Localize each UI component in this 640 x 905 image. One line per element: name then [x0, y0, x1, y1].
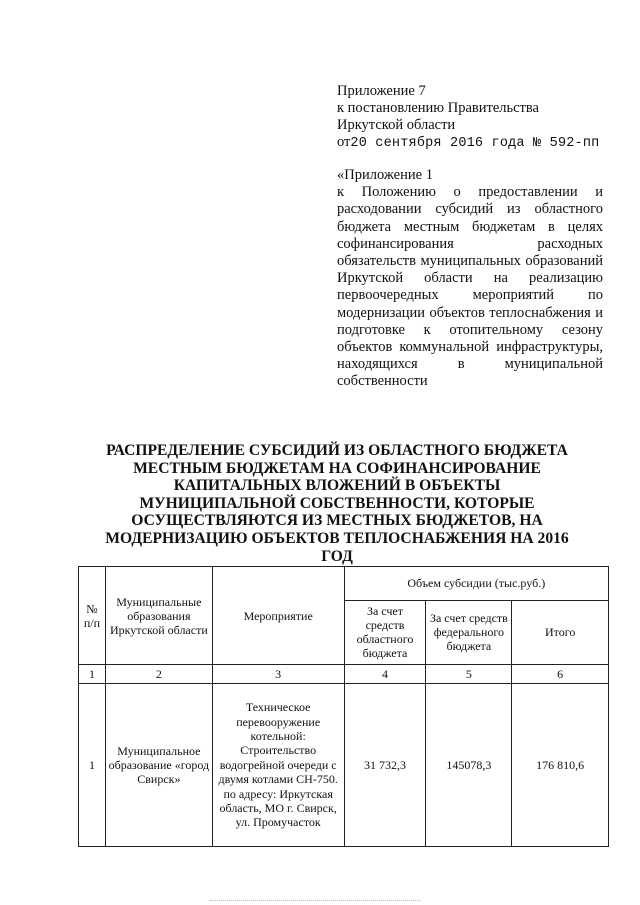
header-num: № п/п: [79, 567, 106, 665]
header-municipality: Муниципальные образования Иркутской области: [105, 567, 212, 665]
column-number: 3: [212, 665, 344, 684]
header-federal: За счет средств федерального бюджета: [426, 600, 512, 664]
appendix-resolution: к постановлению Правительства: [337, 100, 539, 116]
appendix-date-line: [337, 134, 607, 152]
footer-divider: [210, 900, 420, 901]
table-column-numbers: [79, 665, 609, 684]
header-event: Мероприятие: [212, 567, 344, 665]
row-regional: 31 732,3: [344, 684, 426, 847]
appendix-date-prefix: от: [337, 134, 351, 150]
column-number: 5: [426, 665, 512, 684]
header-total: Итого: [512, 600, 609, 664]
appendix-number: Приложение 7: [337, 83, 426, 99]
appendix-block: [337, 83, 607, 152]
row-event: Техническое перевооружение котельной: Строительство водогрейной очереди с двумя котлами СН-750. по адресу: Иркутская область, МО г. Свирск, ул. Промучасток: [212, 684, 344, 847]
regulation-body: к Положению о предоставлении и расходовании субсидий из областного бюджета местным бюджетам в целях софинансирования расходных обязательств муниципальных образований Иркутской области на реализацию первоочередных мероприятий по модернизации объектов теплоснабжения и подготовке к отопительному сезону объектов коммунальной инфраструктуры, находящихся в муниципальной собственности: [337, 184, 603, 390]
regulation-block: [337, 167, 603, 391]
column-number: 1: [79, 665, 106, 684]
row-total: 176 810,6: [512, 684, 609, 847]
header-subsidy: Объем субсидии (тыс.руб.): [344, 567, 608, 601]
appendix-region: Иркутской области: [337, 117, 456, 133]
document-heading: РАСПРЕДЕЛЕНИЕ СУБСИДИЙ ИЗ ОБЛАСТНОГО БЮДЖЕТА МЕСТНЫМ БЮДЖЕТАМ НА СОФИНАНСИРОВАНИЕ КАПИТАЛЬНЫХ ВЛОЖЕНИЙ В ОБЪЕКТЫ МУНИЦИПАЛЬНОЙ СОБСТВЕННОСТИ, КОТОРЫЕ ОСУЩЕСТВЛЯЮТСЯ ИЗ МЕСТНЫХ БЮДЖЕТОВ, НА МОДЕРНИЗАЦИЮ ОБЪЕКТОВ ТЕПЛОСНАБЖЕНИЯ НА 2016 ГОД: [105, 442, 569, 565]
regulation-title: «Приложение 1: [337, 167, 433, 183]
table-row: [79, 684, 609, 847]
row-municipality: Муниципальное образование «город Свирск»: [105, 684, 212, 847]
header-regional: За счет средств областного бюджета: [344, 600, 426, 664]
column-number: 6: [512, 665, 609, 684]
appendix-date-stamp: 20 сентября 2016 года № 592-пп: [350, 136, 600, 151]
column-number: 4: [344, 665, 426, 684]
column-number: 2: [105, 665, 212, 684]
row-num: 1: [79, 684, 106, 847]
row-federal: 145078,3: [426, 684, 512, 847]
subsidy-table: [78, 566, 609, 847]
table-header-row: [79, 567, 609, 601]
